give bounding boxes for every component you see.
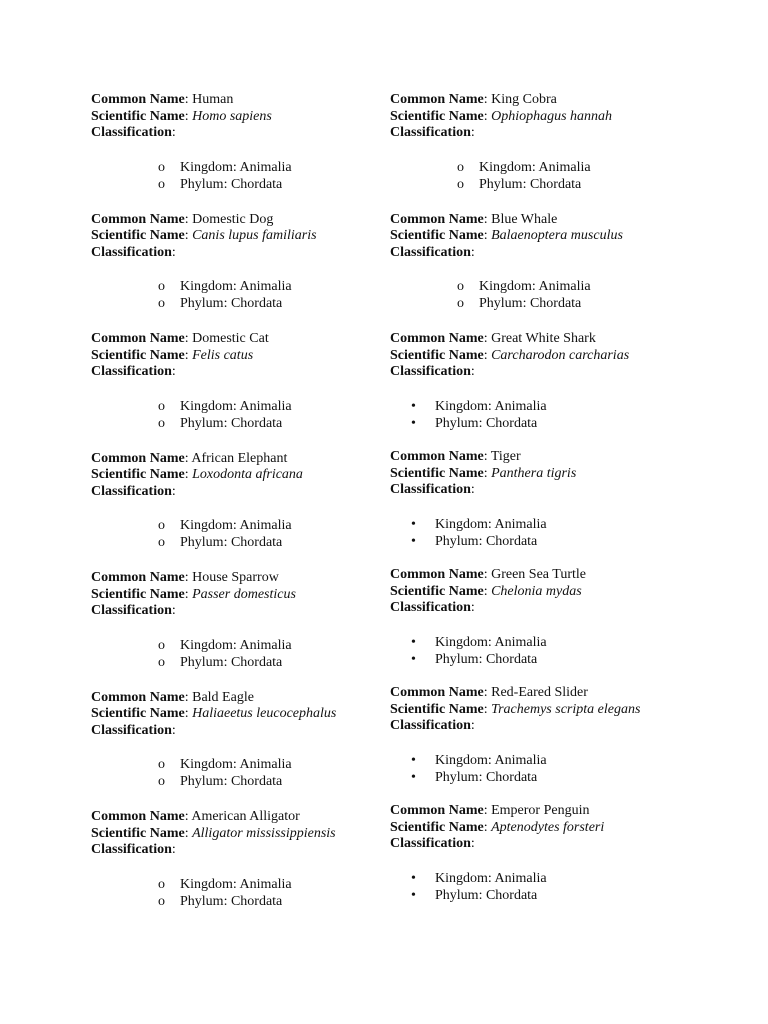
common-name-line [91, 92, 391, 109]
classification-list [91, 876, 391, 910]
list-item [390, 634, 690, 651]
scientific-name-value: Balaenoptera musculus [491, 228, 623, 243]
colon: : [470, 718, 475, 733]
colon: : [470, 125, 475, 140]
separator: : [184, 586, 193, 602]
separator: : [483, 819, 492, 835]
list-item [91, 893, 391, 910]
common-name-line [91, 809, 391, 826]
scientific-name-value: Carcharodon carcharias [491, 347, 630, 363]
classification-line [91, 842, 391, 859]
list-item [91, 637, 391, 654]
list-item [390, 295, 690, 312]
classification-list [91, 517, 391, 551]
bullet-icon: • [411, 752, 416, 768]
classification-label: Classification [91, 722, 172, 738]
bullet-icon: • [411, 634, 416, 650]
species-entry [91, 690, 391, 810]
right-column [390, 92, 690, 921]
bullet-icon: • [411, 870, 416, 886]
hollow-bullet-icon: o [158, 535, 165, 550]
separator: : [184, 228, 193, 243]
separator: : [184, 706, 193, 721]
phylum-text: Phylum: Chordata [479, 176, 582, 192]
phylum-text: Phylum: Chordata [435, 415, 538, 431]
scientific-name-label: Scientific Name [91, 586, 185, 602]
common-name-value: Human [192, 92, 234, 107]
separator: : [483, 465, 492, 481]
common-name-label: Common Name [91, 331, 185, 346]
common-name-label: Common Name [91, 570, 185, 585]
classification-line [91, 364, 391, 381]
common-name-value: Great White Shark [491, 331, 596, 346]
species-entry [390, 92, 690, 212]
common-name-line [390, 212, 690, 229]
colon: : [171, 244, 176, 260]
separator: : [184, 108, 193, 124]
hollow-bullet-icon: o [158, 279, 165, 294]
kingdom-text: Kingdom: Animalia [435, 516, 547, 532]
colon: : [470, 244, 475, 260]
scientific-name-line [91, 826, 391, 843]
kingdom-text: Kingdom: Animalia [180, 159, 292, 175]
common-name-label: Common Name [91, 450, 185, 466]
phylum-text: Phylum: Chordata [180, 176, 283, 192]
classification-line [91, 245, 391, 262]
separator: : [483, 803, 492, 818]
hollow-bullet-icon: o [457, 159, 464, 175]
common-name-label: Common Name [390, 567, 484, 582]
scientific-name-line [390, 466, 690, 483]
scientific-name-label: Scientific Name [91, 825, 185, 841]
common-name-value: Red-Eared Slider [491, 685, 588, 700]
common-name-label: Common Name [390, 211, 484, 227]
kingdom-text: Kingdom: Animalia [180, 876, 292, 892]
common-name-line [390, 567, 690, 584]
scientific-name-value: Alligator mississippiensis [192, 825, 336, 841]
separator: : [184, 809, 192, 824]
common-name-line [91, 212, 391, 229]
hollow-bullet-icon: o [158, 876, 165, 892]
scientific-name-line [390, 348, 690, 365]
colon: : [171, 603, 176, 618]
scientific-name-label: Scientific Name [91, 706, 185, 721]
separator: : [483, 567, 492, 582]
scientific-name-value: Aptenodytes forsteri [491, 819, 605, 835]
classification-label: Classification [390, 364, 471, 379]
common-name-value: King Cobra [491, 92, 557, 107]
scientific-name-label: Scientific Name [390, 108, 484, 124]
scientific-name-label: Scientific Name [91, 108, 185, 124]
list-item [390, 887, 690, 904]
common-name-label: Common Name [91, 809, 185, 824]
separator: : [184, 92, 193, 107]
hollow-bullet-icon: o [158, 415, 165, 431]
species-entry [390, 449, 690, 567]
phylum-text: Phylum: Chordata [479, 296, 582, 311]
phylum-text: Phylum: Chordata [435, 533, 538, 549]
classification-label: Classification [91, 125, 172, 140]
list-item [91, 876, 391, 893]
separator: : [483, 701, 492, 717]
scientific-name-line [91, 706, 391, 723]
colon: : [470, 600, 475, 615]
common-name-label: Common Name [91, 689, 185, 705]
classification-line [390, 125, 690, 142]
common-name-value: Bald Eagle [192, 689, 254, 705]
classification-list [91, 637, 391, 671]
list-item [390, 398, 690, 415]
hollow-bullet-icon: o [158, 176, 165, 192]
common-name-value: American Alligator [191, 809, 300, 824]
common-name-value: Green Sea Turtle [491, 567, 586, 582]
scientific-name-line [91, 587, 391, 604]
separator: : [483, 685, 492, 700]
phylum-text: Phylum: Chordata [180, 774, 283, 789]
classification-list [91, 159, 391, 193]
kingdom-text: Kingdom: Animalia [180, 637, 292, 653]
classification-line [390, 245, 690, 262]
classification-list [390, 752, 690, 786]
kingdom-text: Kingdom: Animalia [180, 757, 292, 772]
species-entry [91, 92, 391, 212]
scientific-name-value: Homo sapiens [192, 108, 272, 124]
common-name-label: Common Name [390, 92, 484, 107]
separator: : [184, 467, 193, 482]
classification-list [91, 278, 391, 312]
hollow-bullet-icon: o [158, 654, 165, 670]
classification-label: Classification [91, 842, 172, 857]
list-item [91, 295, 391, 312]
common-name-label: Common Name [91, 92, 185, 107]
hollow-bullet-icon: o [457, 279, 464, 294]
list-item [390, 752, 690, 769]
species-entry [91, 212, 391, 332]
separator: : [184, 570, 193, 585]
kingdom-text: Kingdom: Animalia [435, 398, 547, 414]
list-item [91, 773, 391, 790]
scientific-name-value: Ophiophagus hannah [491, 108, 613, 124]
bullet-icon: • [411, 887, 416, 903]
classification-list [390, 870, 690, 904]
separator: : [483, 331, 492, 346]
separator: : [184, 825, 193, 841]
colon: : [171, 364, 176, 379]
hollow-bullet-icon: o [457, 176, 464, 192]
scientific-name-line [91, 467, 391, 484]
common-name-line [91, 331, 391, 348]
list-item [91, 517, 391, 534]
separator: : [483, 583, 492, 599]
separator: : [184, 211, 193, 227]
classification-list [390, 516, 690, 550]
common-name-line [390, 92, 690, 109]
species-entry [91, 809, 391, 929]
common-name-label: Common Name [390, 449, 484, 464]
scientific-name-label: Scientific Name [390, 701, 484, 717]
bullet-icon: • [411, 533, 416, 549]
scientific-name-value: Loxodonta africana [192, 467, 303, 482]
classification-label: Classification [390, 244, 471, 260]
species-entry [91, 570, 391, 690]
colon: : [470, 364, 475, 379]
common-name-value: African Elephant [191, 450, 288, 466]
common-name-label: Common Name [390, 685, 484, 700]
scientific-name-line [390, 702, 690, 719]
common-name-label: Common Name [390, 331, 484, 346]
common-name-label: Common Name [91, 211, 185, 227]
bullet-icon: • [411, 516, 416, 532]
classification-line [390, 718, 690, 735]
scientific-name-value: Chelonia mydas [491, 583, 582, 599]
scientific-name-line [91, 109, 391, 126]
list-item [91, 415, 391, 432]
scientific-name-label: Scientific Name [390, 819, 484, 835]
bullet-icon: • [411, 398, 416, 414]
separator: : [483, 228, 492, 243]
classification-label: Classification [390, 125, 471, 140]
separator: : [483, 449, 491, 464]
separator: : [184, 689, 193, 705]
list-item [390, 415, 690, 432]
classification-list [91, 398, 391, 432]
classification-label: Classification [390, 482, 471, 497]
classification-line [390, 482, 690, 499]
hollow-bullet-icon: o [158, 518, 165, 533]
scientific-name-value: Trachemys scripta elegans [491, 701, 641, 717]
scientific-name-value: Passer domesticus [192, 586, 296, 602]
common-name-line [91, 570, 391, 587]
species-entry [390, 212, 690, 332]
hollow-bullet-icon: o [457, 296, 464, 311]
scientific-name-label: Scientific Name [91, 347, 185, 363]
list-item [91, 534, 391, 551]
classification-label: Classification [390, 836, 471, 851]
phylum-text: Phylum: Chordata [435, 769, 538, 785]
scientific-name-value: Canis lupus familiaris [192, 228, 317, 243]
common-name-value: Emperor Penguin [491, 803, 590, 818]
colon: : [171, 722, 176, 738]
classification-list [390, 398, 690, 432]
hollow-bullet-icon: o [158, 159, 165, 175]
list-item [390, 533, 690, 550]
classification-label: Classification [91, 244, 172, 260]
species-entry [390, 803, 690, 921]
list-item [390, 176, 690, 193]
hollow-bullet-icon: o [158, 398, 165, 414]
phylum-text: Phylum: Chordata [180, 535, 283, 550]
common-name-value: Tiger [490, 449, 521, 464]
colon: : [470, 836, 475, 851]
phylum-text: Phylum: Chordata [435, 651, 538, 667]
list-item [390, 870, 690, 887]
scientific-name-line [390, 820, 690, 837]
classification-label: Classification [91, 483, 172, 499]
common-name-line [390, 803, 690, 820]
scientific-name-line [91, 348, 391, 365]
scientific-name-line [91, 228, 391, 245]
common-name-line [91, 690, 391, 707]
hollow-bullet-icon: o [158, 757, 165, 772]
phylum-text: Phylum: Chordata [180, 893, 283, 909]
classification-list [390, 278, 690, 312]
common-name-value: Blue Whale [491, 211, 558, 227]
scientific-name-value: Haliaeetus leucocephalus [192, 706, 337, 721]
list-item [91, 176, 391, 193]
list-item [390, 651, 690, 668]
kingdom-text: Kingdom: Animalia [435, 752, 547, 768]
kingdom-text: Kingdom: Animalia [479, 279, 591, 294]
separator: : [483, 92, 492, 107]
kingdom-text: Kingdom: Animalia [435, 870, 547, 886]
scientific-name-line [390, 584, 690, 601]
classification-label: Classification [91, 603, 172, 618]
list-item [91, 654, 391, 671]
common-name-line [390, 331, 690, 348]
list-item [390, 159, 690, 176]
classification-line [91, 603, 391, 620]
common-name-line [390, 685, 690, 702]
colon: : [171, 125, 176, 140]
species-entry [91, 331, 391, 451]
scientific-name-line [390, 109, 690, 126]
list-item [390, 769, 690, 786]
common-name-label: Common Name [390, 803, 484, 818]
list-item [91, 159, 391, 176]
scientific-name-label: Scientific Name [390, 228, 484, 243]
hollow-bullet-icon: o [158, 893, 165, 909]
list-item [91, 278, 391, 295]
classification-line [390, 836, 690, 853]
separator: : [184, 450, 192, 466]
species-entry [91, 451, 391, 571]
classification-label: Classification [390, 718, 471, 733]
species-entry [390, 567, 690, 685]
classification-line [91, 484, 391, 501]
kingdom-text: Kingdom: Animalia [180, 279, 292, 294]
classification-label: Classification [91, 364, 172, 379]
common-name-line [91, 451, 391, 468]
separator: : [483, 211, 492, 227]
list-item [91, 398, 391, 415]
common-name-value: Domestic Dog [192, 211, 274, 227]
hollow-bullet-icon: o [158, 774, 165, 789]
common-name-value: House Sparrow [192, 570, 279, 585]
classification-line [390, 600, 690, 617]
list-item [91, 756, 391, 773]
phylum-text: Phylum: Chordata [180, 654, 283, 670]
hollow-bullet-icon: o [158, 296, 165, 311]
scientific-name-label: Scientific Name [91, 228, 185, 243]
list-item [390, 278, 690, 295]
colon: : [171, 842, 176, 857]
bullet-icon: • [411, 415, 416, 431]
classification-list [91, 756, 391, 790]
classification-line [390, 364, 690, 381]
kingdom-text: Kingdom: Animalia [479, 159, 591, 175]
left-column [91, 92, 391, 929]
colon: : [171, 483, 176, 499]
species-entry [390, 331, 690, 449]
phylum-text: Phylum: Chordata [180, 296, 283, 311]
classification-list [390, 159, 690, 193]
common-name-value: Domestic Cat [192, 331, 269, 346]
bullet-icon: • [411, 769, 416, 785]
scientific-name-value: Felis catus [192, 347, 254, 363]
list-item [390, 516, 690, 533]
scientific-name-value: Panthera tigris [491, 465, 577, 481]
species-entry [390, 685, 690, 803]
bullet-icon: • [411, 651, 416, 667]
kingdom-text: Kingdom: Animalia [435, 634, 547, 650]
scientific-name-line [390, 228, 690, 245]
separator: : [483, 347, 492, 363]
colon: : [470, 482, 475, 497]
scientific-name-label: Scientific Name [390, 583, 484, 599]
common-name-line [390, 449, 690, 466]
classification-line [91, 125, 391, 142]
scientific-name-label: Scientific Name [390, 347, 484, 363]
phylum-text: Phylum: Chordata [180, 415, 283, 431]
scientific-name-label: Scientific Name [390, 465, 484, 481]
hollow-bullet-icon: o [158, 637, 165, 653]
classification-line [91, 723, 391, 740]
separator: : [184, 347, 193, 363]
scientific-name-label: Scientific Name [91, 467, 185, 482]
classification-label: Classification [390, 600, 471, 615]
kingdom-text: Kingdom: Animalia [180, 398, 292, 414]
classification-list [390, 634, 690, 668]
separator: : [483, 108, 492, 124]
kingdom-text: Kingdom: Animalia [180, 518, 292, 533]
phylum-text: Phylum: Chordata [435, 887, 538, 903]
separator: : [184, 331, 193, 346]
